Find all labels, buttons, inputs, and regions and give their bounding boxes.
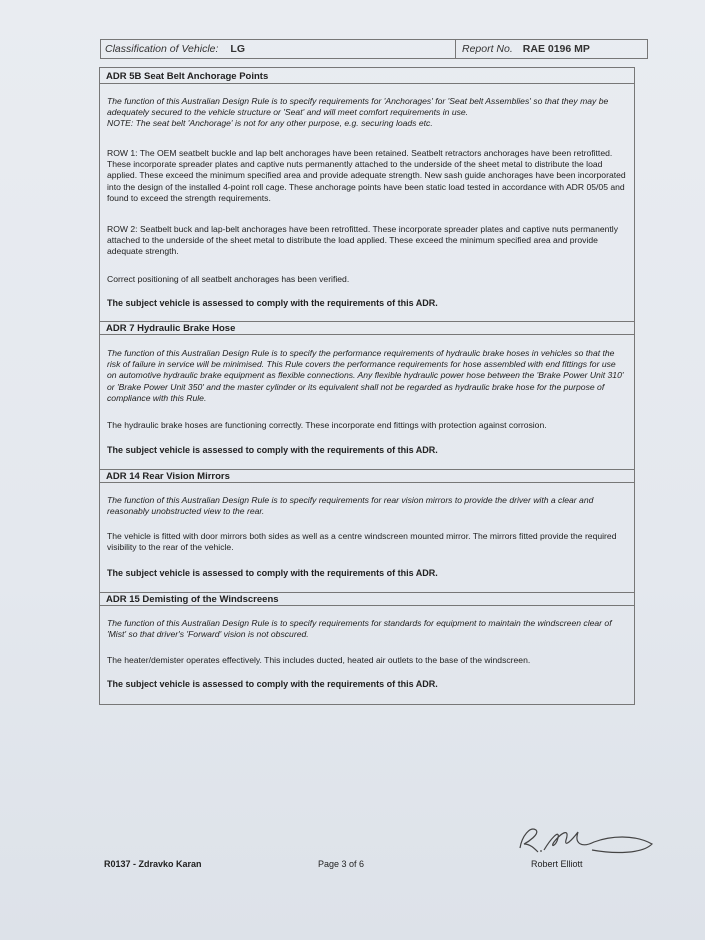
section-row1-adr5b: ROW 1: The OEM seatbelt buckle and lap belt anchorages have been retained. Seatbelt retractors anchorages have been retrofitted. These incorporate spreader plates and captive nuts permanently attached to the underside of the sheet metal to distribute the load applied. These exceed the minimum specified area and provide adequate strength. New sash guide anchorages have been incorporated into the design of the installed 4-point roll cage. These anchorage points have been static load tested in accordance with ADR 05/05 and found to exceed the strength requirements. [107,148,626,203]
adr-table [99,67,635,705]
signer-name: Robert Elliott [531,859,583,869]
section-body-adr14: The vehicle is fitted with door mirrors both sides as well as a centre windscreen mounted mirror. The mirrors fitted provide the required visibility to the rear of the vehicle. [107,531,617,553]
section-compliance-adr7: The subject vehicle is assessed to comply with the requirements of this ADR. [107,445,438,455]
section-row2-adr5b: ROW 2: Seatbelt buck and lap-belt anchorages have been retrofitted. These incorporate spreader plates and captive nuts permanently attached to the underside of the sheet metal to distribute the load applied. These exceed the minimum specified area and provide adequate strength. [107,224,618,257]
section-compliance-adr14: The subject vehicle is assessed to comply with the requirements of this ADR. [107,568,438,578]
section-body-adr15: The heater/demister operates effectively. This includes ducted, heated air outlets to the base of the windscreen. [107,655,531,665]
section-title-adr15: ADR 15 Demisting of the Windscreens [100,592,634,606]
section-intro-adr14: The function of this Australian Design Rule is to specify requirements for rear vision mirrors to provide the driver with a clear and reasonably unobstructed view to the rear. [107,495,594,517]
section-title-adr7: ADR 7 Hydraulic Brake Hose [100,321,634,335]
section-intro-adr15: The function of this Australian Design Rule is to specify requirements for standards for equipment to maintain the windscreen clear of 'Mist' so that driver's 'Forward' vision is not obscured. [107,618,612,640]
signature-image [514,818,659,860]
page-number: Page 3 of 6 [318,859,365,869]
section-intro-adr7: The function of this Australian Design Rule is to specify the performance requirements of hydraulic brake hoses in vehicles so that the risk of failure in service will be minimised. This Rule covers the performance requirements for hose assembled with end fittings for use on automotive hydraulic brake equipment as flexible connections. Any flexible hydraulic power hose between the 'Brake Power Unit 310' or 'Brake Power Unit 350' and the master cylinder or its equivalent shall not be regarded as hydraulic brake hose for the purpose of compliance with this Rule. [107,348,624,403]
classification-label: Classification of Vehicle: [105,43,219,55]
section-extra-adr5b: Correct positioning of all seatbelt anchorages has been verified. [107,274,350,284]
section-title-adr14: ADR 14 Rear Vision Mirrors [100,469,634,483]
section-intro-adr5b [107,96,627,130]
report-header [100,39,648,59]
section-compliance-adr5b: The subject vehicle is assessed to comply with the requirements of this ADR. [107,298,438,308]
report-value: RAE 0196 MP [522,43,590,55]
section-title-adr5b: ADR 5B Seat Belt Anchorage Points [100,70,634,84]
note-text: NOTE: The seat belt 'Anchorage' is not for any other purpose, e.g. securing loads etc. [107,118,433,129]
report-number [455,40,590,58]
report-label: Report No. [462,43,513,55]
section-body-adr7: The hydraulic brake hoses are functioning correctly. These incorporate end fittings with protection against corrosion. [107,420,547,430]
intro-text: The function of this Australian Design Rule is to specify requirements for 'Anchorages' for 'Seat belt Assemblies' so that they may be adequately secured to the vehicle structure or 'Seat' and will meet comfort requirements in use. [107,96,609,118]
classification-value: LG [230,43,246,55]
classification [105,43,245,55]
section-compliance-adr15: The subject vehicle is assessed to comply with the requirements of this ADR. [107,679,438,689]
footer-reference: R0137 - Zdravko Karan [104,859,202,869]
